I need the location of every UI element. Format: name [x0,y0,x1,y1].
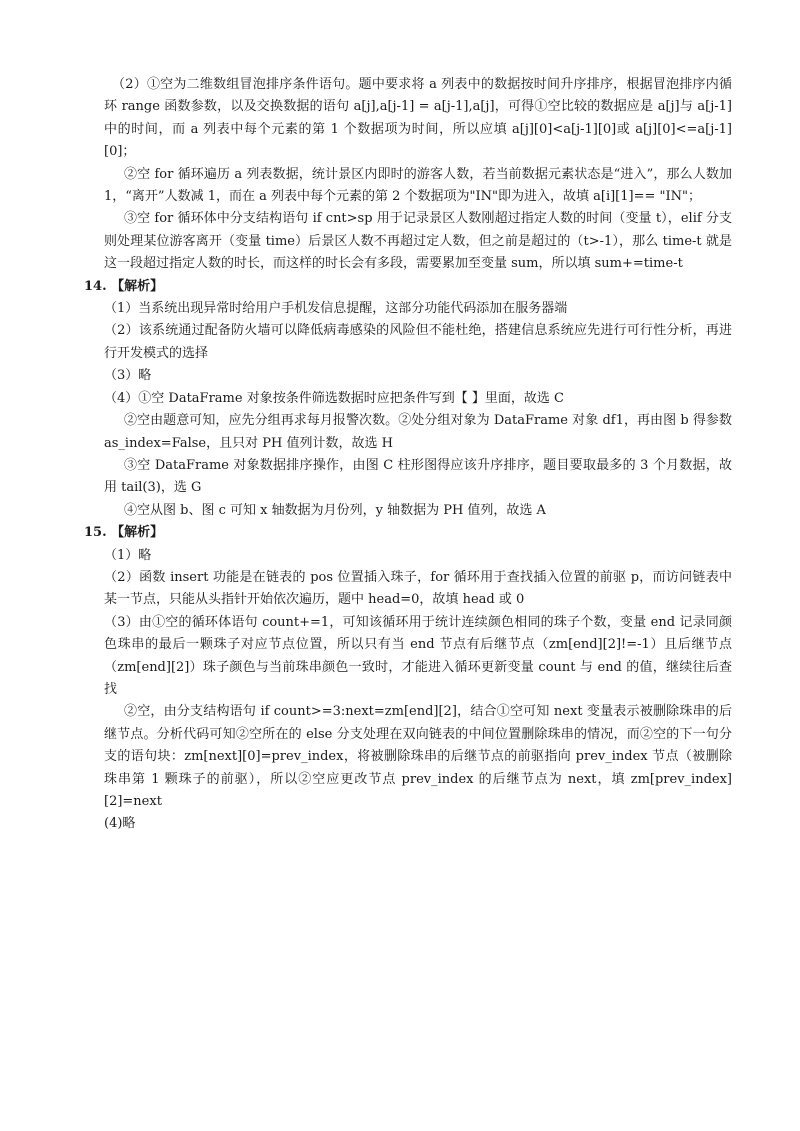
q14-part3: （3）略 [104,368,152,384]
q14-part4-blank2: ②空由题意可知，应先分组再求每月报警次数。②处分组对象为 DataFrame 对象 df1，再由图 b 得参数 as_index=False，且只对 PH 值列计数，故选 H [104,413,732,451]
q15-part3-blank1: （3）由①空的循环体语句 count+=1，可知该循环用于统计连续颜色相同的珠子个数，变量 end 记录同颜色珠串的最后一颗珠子对应节点位置，所以只有当 end 节点有后继节点（zm[end][2]!=-1）且后继节点（zm[end][2]）珠子颜色与当前珠串颜色一致时，才能进入循环更新变量 count 与 end 的值，继续往后查找 [104,614,732,697]
q14-part4-blank1: （4）①空 DataFrame 对象按条件筛选数据时应把条件写到【 】里面，故选 C [104,390,564,406]
q13-part2-blank2: ②空 for 循环遍历 a 列表数据，统计景区内即时的游客人数，若当前数据元素状态是“进入”，那么人数加 1，“离开”人数减 1，而在 a 列表中每个元素的第 2 个数据项为"IN"即为进入，故填 a[i][1]== "IN"； [104,166,732,205]
q15-part2: （2）函数 insert 功能是在链表的 pos 位置插入珠子，for 循环用于查找插入位置的前驱 p，而访问链表中某一节点，只能从头指针开始依次遍历，题中 head=0，故填 head 或 0 [104,569,732,608]
q14-heading: 14. 【解析】 [84,278,164,294]
q14-part1: （1）当系统出现异常时给用户手机发信息提醒，这部分功能代码添加在服务器端 [104,301,568,317]
q13-part2-blank1: （2）①空为二维数组冒泡排序条件语句。题中要求将 a 列表中的数据按时间升序排序，根据冒泡排序内循环 range 函数参数，以及交换数据的语句 a[j],a[j-1] = a[j-1],a[j]，可得①空比较的数据应是 a[j]与 a[j-1]中的时间，而 a 列表中每个元素的第 1 个数据项为时间，所以应填 a[j][0]<a[j-1][0]或 a[j][0]<=a[j-1][0]； [104,77,732,160]
q15-heading: 15. 【解析】 [84,525,164,541]
q15-part4: (4)略 [104,816,136,832]
q14-part2: （2）该系统通过配备防火墙可以降低病毒感染的风险但不能杜绝，搭建信息系统应先进行可行性分析，再进行开发模式的选择 [104,323,732,361]
q14-part4-blank4: ④空从图 b、图 c 可知 x 轴数据为月份列，y 轴数据为 PH 值列，故选 A [124,502,546,518]
answer-text [84,74,732,836]
q13-part2-blank3: ③空 for 循环体中分支结构语句 if cnt>sp 用于记录景区人数刚超过指定人数的时间（变量 t），elif 分支则处理某位游客离开（变量 time）后景区人数不再超过定人数，但之前是超过的（t>-1），那么 time-t 就是这一段超过指定人数的时长，而这样的时长会有多段，需要累加至变量 sum，所以填 sum+=time-t [104,211,732,272]
q15-part1: （1）略 [104,547,152,563]
q14-part4-blank3: ③空 DataFrame 对象数据排序操作，由图 C 柱形图得应该升序排序，题目要取最多的 3 个月数据，故用 tail(3)，选 G [104,457,732,496]
q15-part3-blank2: ②空，由分支结构语句 if count>=3:next=zm[end][2]，结合①空可知 next 变量表示被删除珠串的后继节点。分析代码可知②空所在的 else 分支处理在双向链表的中间位置删除珠串的情况，而②空的下一句分支的语句块：zm[next][0]=prev_index，将被删除珠串的后继节点的前驱指向 prev_index 节点（被删除珠串第 1 颗珠子的前驱），所以②空应更改节点 prev_index 的后继节点为 next，填 zm[prev_index][2]=next [104,704,732,809]
